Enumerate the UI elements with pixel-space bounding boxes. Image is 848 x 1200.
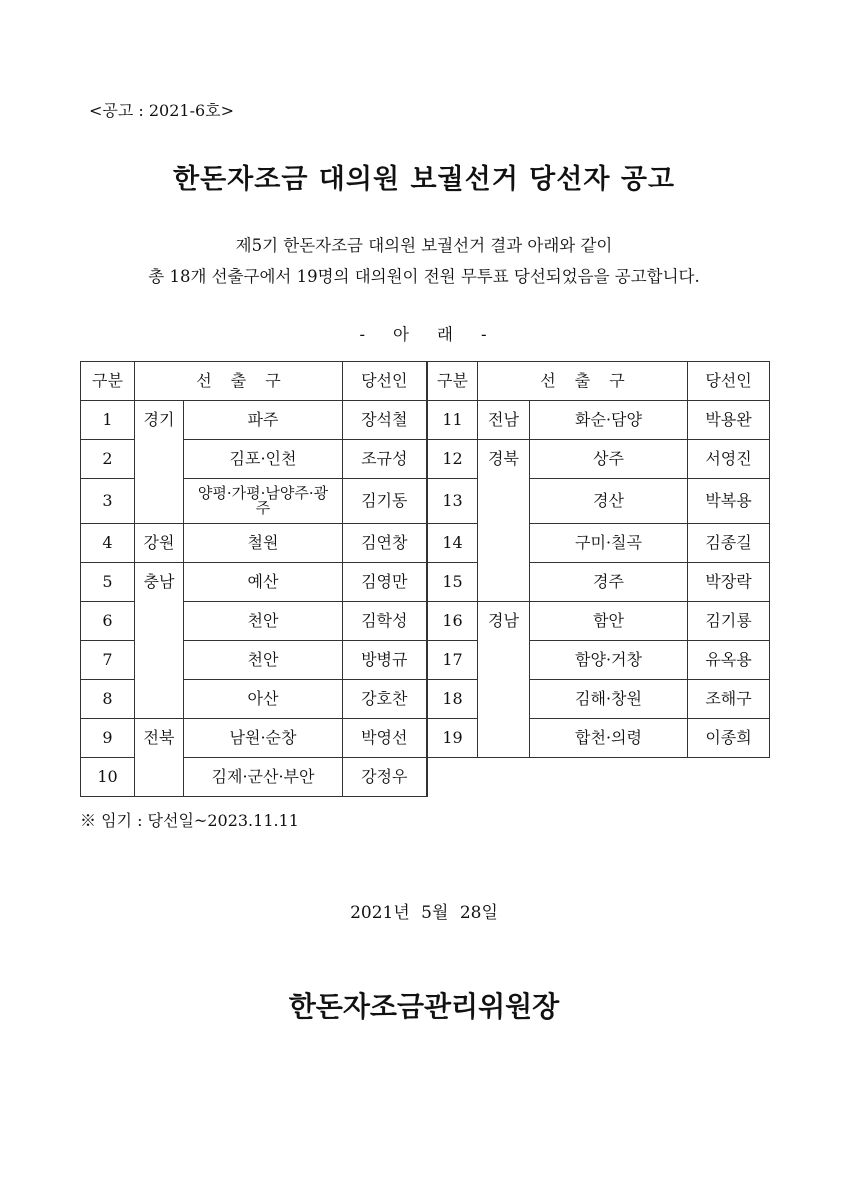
district-cell: 함안 [530,602,688,641]
row-no: 11 [428,401,478,440]
table-row [81,440,427,479]
winner-cell: 장석철 [343,401,427,440]
winner-cell: 김종길 [688,524,770,563]
region-cell: 경북 [478,440,530,602]
table-header-row [81,362,427,401]
table-row [81,524,427,563]
district-cell: 김포·인천 [184,440,343,479]
district-cell: 남원·순창 [184,719,343,758]
intro-line-1: 제5기 한돈자조금 대의원 보궐선거 결과 아래와 같이 [235,236,613,255]
district-cell: 예산 [184,563,343,602]
district-cell: 구미·칠곡 [530,524,688,563]
table-header-row [428,362,770,401]
winner-cell: 유옥용 [688,641,770,680]
row-no: 14 [428,524,478,563]
term-note: ※ 임기 : 당선일~2023.11.11 [80,811,299,830]
region-cell: 경남 [478,602,530,758]
table-row [428,401,770,440]
winner-cell: 강호찬 [343,680,427,719]
row-no: 12 [428,440,478,479]
winner-cell: 김연창 [343,524,427,563]
winner-cell: 김기동 [343,479,427,524]
table-row [81,680,427,719]
district-cell: 천안 [184,602,343,641]
header-division: 구분 [428,362,478,401]
region-cell: 충남 [135,563,184,719]
table-row [81,602,427,641]
region-cell: 전남 [478,401,530,440]
header-elected: 당선인 [343,362,427,401]
winner-cell: 서영진 [688,440,770,479]
region-cell: 강원 [135,524,184,563]
header-constituency: 선 출 구 [135,362,343,401]
row-no: 7 [81,641,135,680]
district-cell: 천안 [184,641,343,680]
table-row [81,401,427,440]
results-table-left [80,361,428,797]
district-cell: 파주 [184,401,343,440]
below-char-1: 아 [393,325,411,344]
intro-line-2: 총 18개 선출구에서 19명의 대의원이 전원 무투표 당선되었음을 공고합니다. [148,267,700,286]
issuer-name: 한돈자조금관리위원장 [288,990,560,1023]
winner-cell: 강정우 [343,758,427,797]
district-cell: 경산 [530,479,688,524]
row-no: 1 [81,401,135,440]
table-row [81,758,427,797]
district-cell: 아산 [184,680,343,719]
winner-cell: 박장락 [688,563,770,602]
header-division: 구분 [81,362,135,401]
winner-cell: 이종희 [688,719,770,758]
row-no: 9 [81,719,135,758]
winner-cell: 방병규 [343,641,427,680]
results-table-right [427,361,770,758]
header-constituency: 선 출 구 [478,362,688,401]
page-title: 한돈자조금 대의원 보궐선거 당선자 공고 [173,164,675,195]
table-row [81,479,427,524]
district-cell: 함양·거창 [530,641,688,680]
below-char-2: 래 [437,325,455,344]
district-cell: 합천·의령 [530,719,688,758]
table-row [81,563,427,602]
winner-cell: 박복용 [688,479,770,524]
row-no: 16 [428,602,478,641]
row-no: 15 [428,563,478,602]
district-cell: 상주 [530,440,688,479]
winner-cell: 김영만 [343,563,427,602]
row-no: 6 [81,602,135,641]
row-no: 10 [81,758,135,797]
table-row [428,440,770,479]
district-cell: 철원 [184,524,343,563]
district-cell: 김제·군산·부안 [184,758,343,797]
header-elected: 당선인 [688,362,770,401]
row-no: 3 [81,479,135,524]
district-cell: 양평·가평·남양주·광주 [184,479,343,524]
district-cell: 화순·담양 [530,401,688,440]
row-no: 4 [81,524,135,563]
row-no: 19 [428,719,478,758]
region-cell: 전북 [135,719,184,797]
announcement-date: 2021년 5월 28일 [350,903,498,923]
row-no: 18 [428,680,478,719]
winner-cell: 박용완 [688,401,770,440]
winner-cell: 박영선 [343,719,427,758]
below-heading [0,321,848,345]
row-no: 2 [81,440,135,479]
table-row [81,719,427,758]
table-row [81,641,427,680]
region-cell: 경기 [135,401,184,524]
below-dash-right: - [480,325,489,344]
district-cell: 김해·창원 [530,680,688,719]
winner-cell: 조규성 [343,440,427,479]
notice-number: <공고 : 2021-6호> [89,101,235,120]
winner-cell: 김기룡 [688,602,770,641]
winner-cell: 김학성 [343,602,427,641]
winner-cell: 조해구 [688,680,770,719]
row-no: 8 [81,680,135,719]
table-row [428,602,770,641]
row-no: 13 [428,479,478,524]
row-no: 17 [428,641,478,680]
district-cell: 경주 [530,563,688,602]
row-no: 5 [81,563,135,602]
below-dash-left: - [359,325,368,344]
